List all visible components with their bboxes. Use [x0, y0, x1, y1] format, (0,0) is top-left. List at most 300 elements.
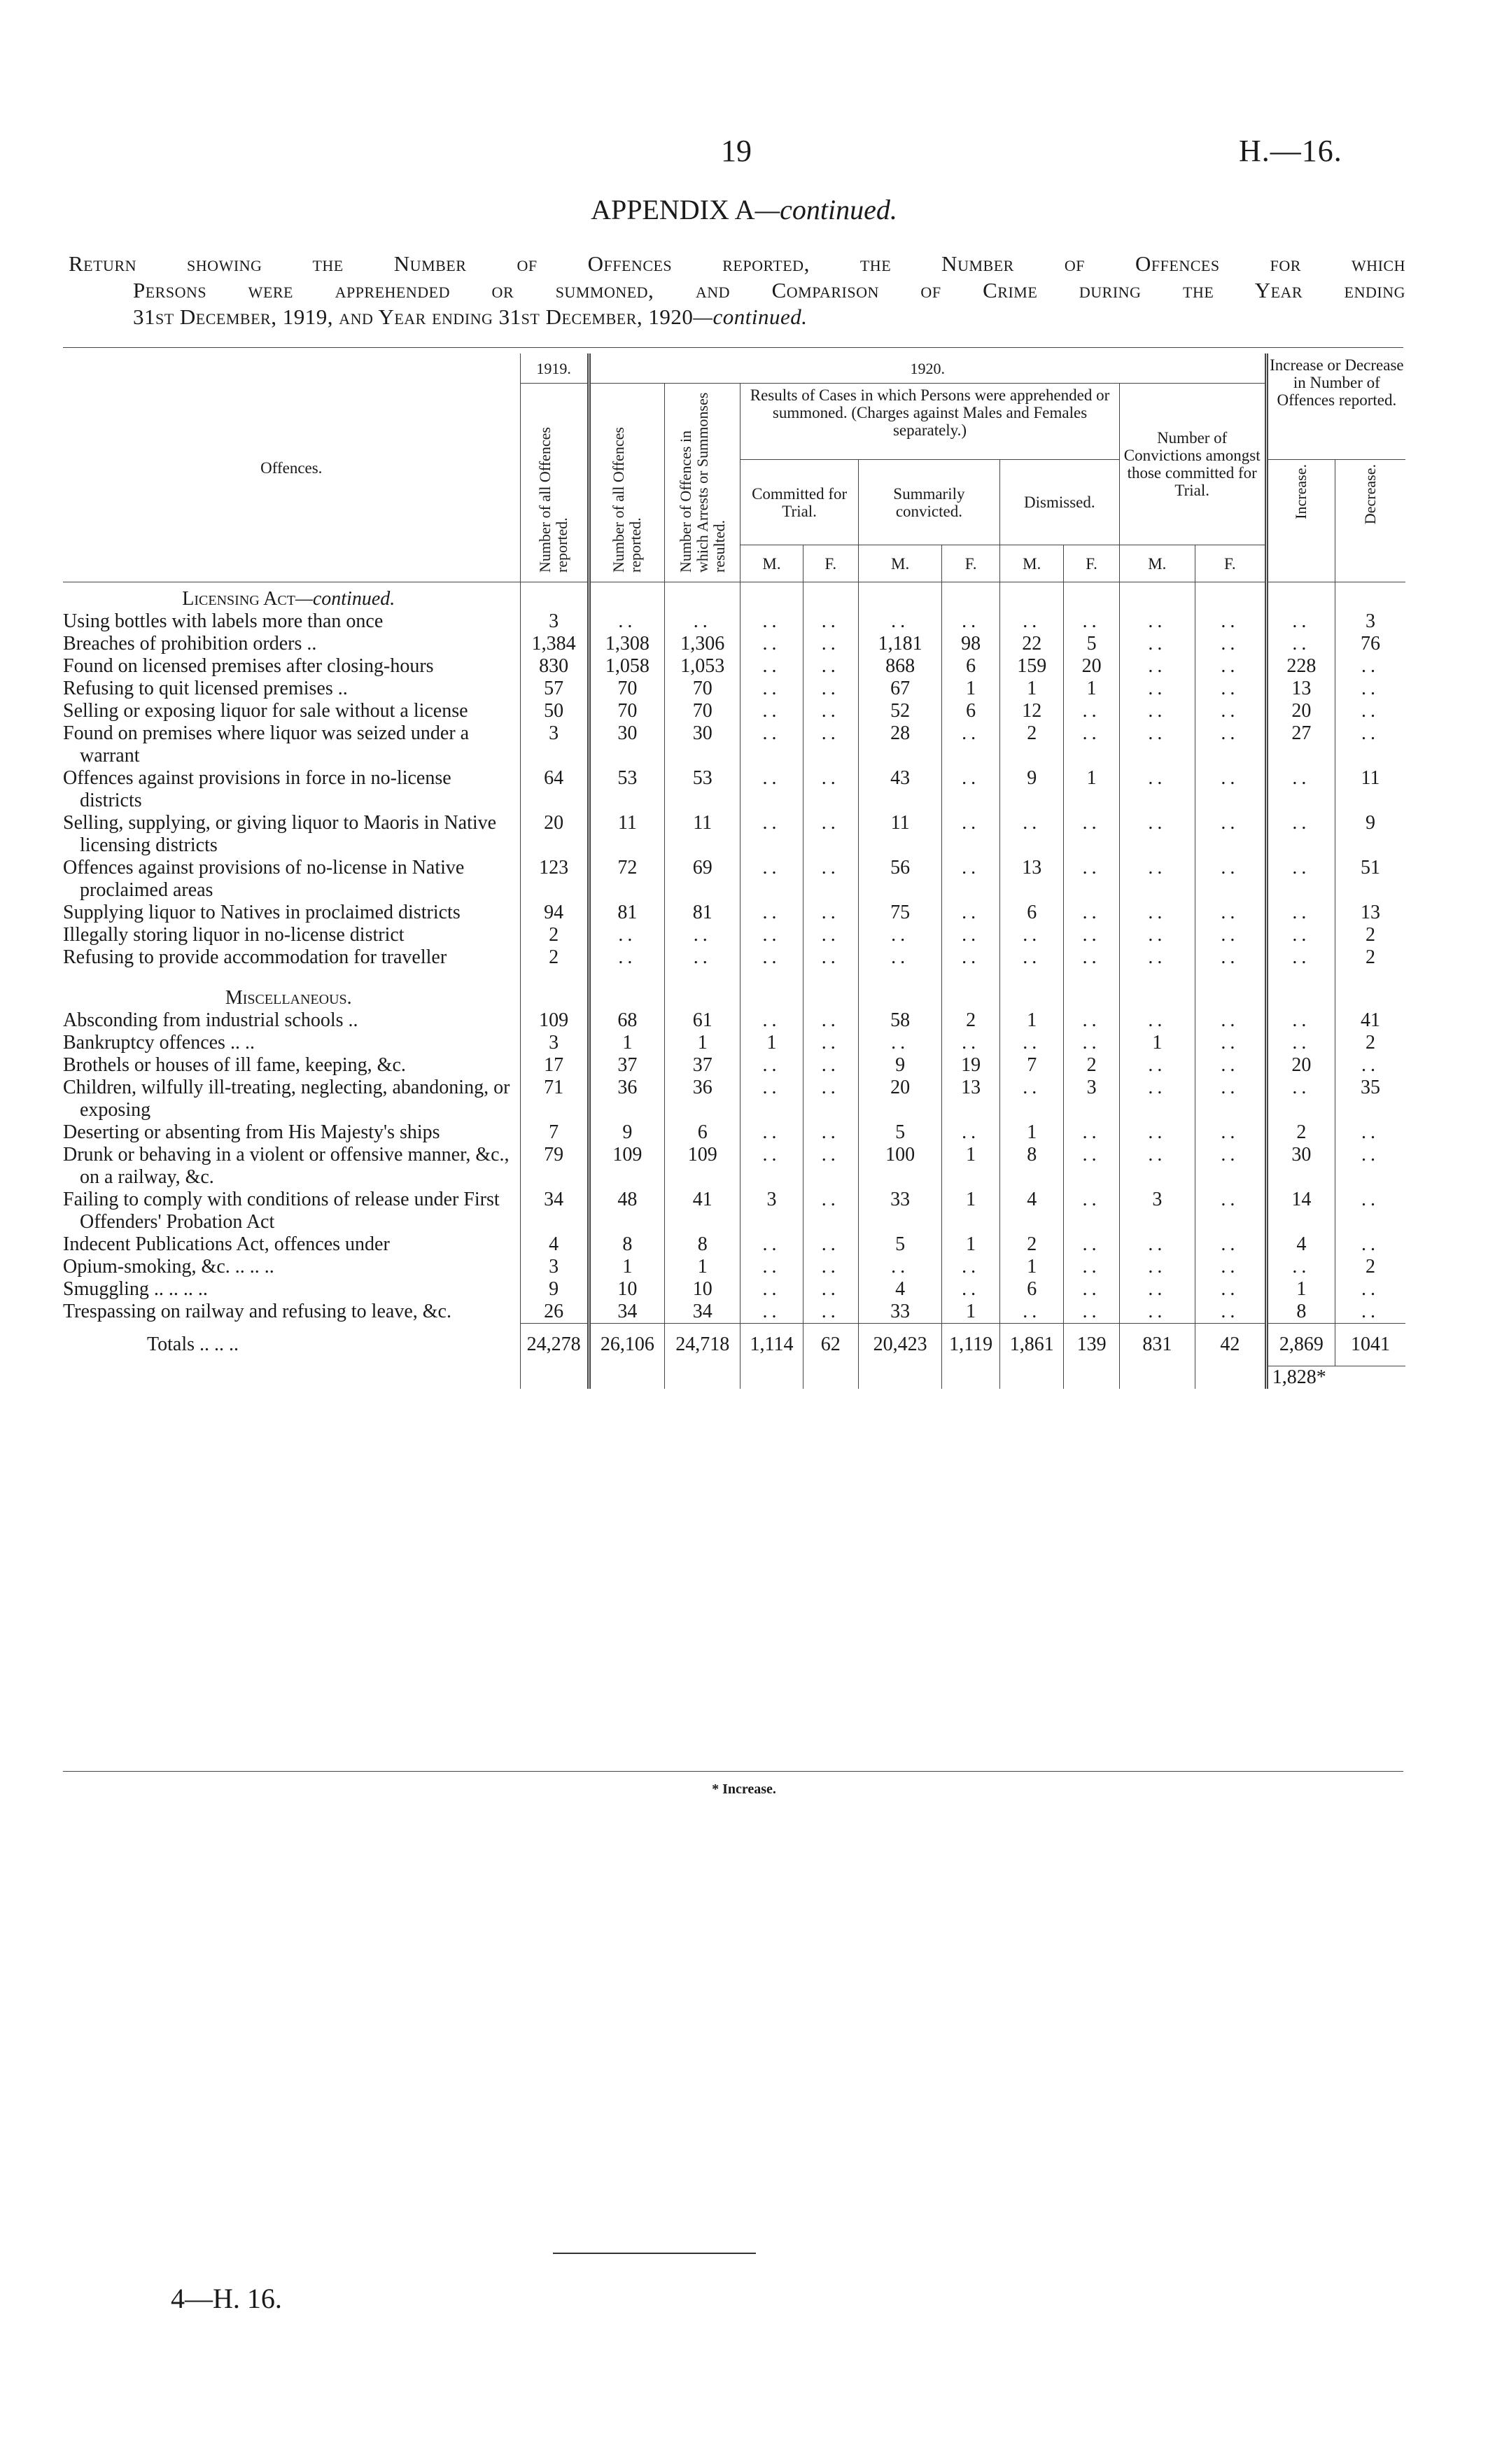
offence-name	[63, 1278, 520, 1301]
value-cell: 58	[858, 1009, 941, 1032]
title-line-2: Persons were apprehended or summoned, and Comparison of Crime during the Year ending	[133, 278, 1405, 302]
value-cell: ..	[1064, 1144, 1119, 1189]
value-cell: ..	[1195, 812, 1266, 857]
value-cell: ..	[1195, 1144, 1266, 1189]
value-cell: ..	[1064, 902, 1119, 924]
offence-text: Absconding from industrial schools ..	[63, 1009, 358, 1031]
value-cell: 51	[1335, 857, 1405, 902]
value-cell: 67	[858, 678, 941, 700]
value-cell: ..	[803, 767, 858, 812]
value-cell: ..	[1119, 767, 1195, 812]
bottom-rule	[63, 1771, 1403, 1772]
value-cell: ..	[858, 1256, 941, 1278]
offences-table	[63, 354, 1405, 1389]
value-cell: ..	[1119, 678, 1195, 700]
value-cell: 2	[942, 1009, 1000, 1032]
appendix-suffix: —continued.	[754, 194, 897, 225]
value-cell: 57	[520, 678, 589, 700]
total-cell: 2,869	[1266, 1324, 1335, 1366]
value-cell: 2	[999, 722, 1064, 767]
value-cell: 830	[520, 655, 589, 678]
total-cell: 139	[1064, 1324, 1119, 1366]
value-cell: ..	[741, 924, 803, 946]
value-cell: ..	[803, 1233, 858, 1256]
title-line-3	[69, 304, 1405, 330]
section-heading-row	[63, 969, 1405, 1009]
value-cell: 2	[1335, 1032, 1405, 1054]
arrests-header	[665, 384, 741, 582]
value-cell: 3	[520, 722, 589, 767]
value-cell: 1	[942, 678, 1000, 700]
value-cell: ..	[999, 946, 1064, 969]
offence-text: Found on premises where liquor was seized under a warrant	[63, 722, 470, 766]
table-row	[63, 1077, 1405, 1121]
blank-cell	[665, 1366, 741, 1390]
value-cell: 1	[1266, 1278, 1335, 1301]
value-cell: ..	[1119, 924, 1195, 946]
value-cell: 30	[1266, 1144, 1335, 1189]
offences-column-header: Offences.	[63, 354, 520, 582]
value-cell: ..	[1119, 1278, 1195, 1301]
value-cell: 1	[1119, 1032, 1195, 1054]
value-cell: 3	[1064, 1077, 1119, 1121]
offence-text: Deserting or absenting from His Majesty's ships	[63, 1121, 440, 1143]
offence-text: Offences against provisions in force in no-license districts	[63, 767, 451, 811]
blank-cell	[803, 969, 858, 1009]
totals-row	[63, 1324, 1405, 1366]
value-cell: 34	[665, 1301, 741, 1324]
value-cell: ..	[803, 1144, 858, 1189]
offence-name	[63, 722, 520, 767]
offence-name	[63, 678, 520, 700]
offence-name	[63, 924, 520, 946]
offence-text: Using bottles with labels more than once	[63, 610, 384, 632]
value-cell: 1,053	[665, 655, 741, 678]
reported-1919-label: Number of all Offences reported.	[536, 427, 571, 573]
value-cell: ..	[741, 1077, 803, 1121]
value-cell: 109	[589, 1144, 664, 1189]
value-cell: ..	[741, 1278, 803, 1301]
table-row	[63, 633, 1405, 655]
blank-cell	[1195, 582, 1266, 611]
table-row	[63, 1121, 1405, 1144]
value-cell: ..	[1064, 700, 1119, 722]
value-cell: 5	[858, 1121, 941, 1144]
section-heading-text: Miscellaneous.	[225, 987, 352, 1009]
value-cell: 13	[999, 857, 1064, 902]
value-cell: ..	[803, 722, 858, 767]
value-cell: ..	[1335, 655, 1405, 678]
value-cell: ..	[1195, 924, 1266, 946]
value-cell: 1	[1064, 678, 1119, 700]
value-cell: 3	[1119, 1189, 1195, 1233]
value-cell: 12	[999, 700, 1064, 722]
value-cell: 1,308	[589, 633, 664, 655]
title-line-3-text: 31st December, 1919, and Year ending 31st December, 1920	[133, 304, 694, 329]
value-cell: 1	[665, 1256, 741, 1278]
value-cell: 2	[999, 1233, 1064, 1256]
footnote: * Increase.	[712, 1782, 776, 1797]
value-cell: ..	[1195, 1189, 1266, 1233]
table-row	[63, 1009, 1405, 1032]
value-cell: ..	[1119, 655, 1195, 678]
blank-cell	[942, 582, 1000, 611]
convictions-m-header: M.	[1119, 545, 1195, 582]
increase-label: Increase.	[1292, 464, 1310, 519]
section-heading-text: Licensing Act	[182, 588, 295, 610]
blank-cell	[1266, 582, 1335, 611]
value-cell: 28	[858, 722, 941, 767]
value-cell: ..	[858, 946, 941, 969]
blank-cell	[999, 969, 1064, 1009]
value-cell: 11	[1335, 767, 1405, 812]
value-cell: 1	[589, 1032, 664, 1054]
value-cell: 13	[942, 1077, 1000, 1121]
value-cell: ..	[1195, 610, 1266, 633]
table-body	[63, 582, 1405, 1390]
value-cell: ..	[741, 946, 803, 969]
value-cell: ..	[741, 857, 803, 902]
value-cell: ..	[1119, 1009, 1195, 1032]
table-row	[63, 1054, 1405, 1077]
footer-signature: 4—H. 16.	[171, 2283, 282, 2314]
value-cell: 52	[858, 700, 941, 722]
top-rule	[63, 347, 1403, 348]
value-cell: 36	[589, 1077, 664, 1121]
value-cell: 228	[1266, 655, 1335, 678]
value-cell: 1	[942, 1301, 1000, 1324]
value-cell: ..	[665, 610, 741, 633]
section-heading-suffix: —continued.	[295, 588, 395, 610]
offence-text: Bankruptcy offences .. ..	[63, 1032, 255, 1054]
offence-name	[63, 1032, 520, 1054]
value-cell: ..	[1266, 812, 1335, 857]
value-cell: ..	[1335, 1189, 1405, 1233]
summarily-header: Summarily convicted.	[858, 460, 999, 545]
offence-name	[63, 1054, 520, 1077]
value-cell: 71	[520, 1077, 589, 1121]
value-cell: ..	[1195, 1301, 1266, 1324]
value-cell: 5	[1064, 633, 1119, 655]
value-cell: ..	[942, 857, 1000, 902]
value-cell: 37	[665, 1054, 741, 1077]
value-cell: ..	[741, 1301, 803, 1324]
table-row	[63, 857, 1405, 902]
value-cell: 2	[520, 946, 589, 969]
value-cell: ..	[1266, 610, 1335, 633]
offence-name	[63, 1144, 520, 1189]
offence-text: Illegally storing liquor in no-license district	[63, 924, 405, 946]
blank-cell	[741, 969, 803, 1009]
blank-cell	[1195, 969, 1266, 1009]
offence-text: Selling, supplying, or giving liquor to Maoris in Native licensing districts	[63, 812, 497, 856]
value-cell: ..	[1195, 946, 1266, 969]
value-cell: ..	[1195, 633, 1266, 655]
table-row	[63, 812, 1405, 857]
total-cell: 1,119	[942, 1324, 1000, 1366]
value-cell: 10	[589, 1278, 664, 1301]
value-cell: ..	[803, 857, 858, 902]
value-cell: 2	[520, 924, 589, 946]
value-cell: 4	[520, 1233, 589, 1256]
value-cell: ..	[1266, 902, 1335, 924]
offence-name	[63, 1189, 520, 1233]
value-cell: ..	[741, 1144, 803, 1189]
value-cell: ..	[1335, 1278, 1405, 1301]
value-cell: 3	[741, 1189, 803, 1233]
value-cell: ..	[1119, 946, 1195, 969]
value-cell: 2	[1335, 924, 1405, 946]
appendix-label: APPENDIX A	[591, 194, 755, 225]
value-cell: 68	[589, 1009, 664, 1032]
value-cell: ..	[1064, 1278, 1119, 1301]
value-cell: ..	[858, 1032, 941, 1054]
blank-cell	[589, 1366, 664, 1390]
value-cell: ..	[803, 812, 858, 857]
table-row	[63, 678, 1405, 700]
value-cell: 70	[665, 700, 741, 722]
value-cell: ..	[1119, 857, 1195, 902]
value-cell: 1	[999, 1256, 1064, 1278]
value-cell: 13	[1335, 902, 1405, 924]
value-cell: 30	[589, 722, 664, 767]
arrests-label: Number of Offences in which Arrests or Summonses resulted.	[676, 392, 728, 573]
value-cell: ..	[665, 946, 741, 969]
title-line-3-suffix: —continued.	[693, 304, 808, 329]
year-1919-header: 1919.	[520, 354, 589, 384]
offence-name	[63, 812, 520, 857]
value-cell: ..	[1119, 610, 1195, 633]
value-cell: ..	[665, 924, 741, 946]
value-cell: ..	[999, 1077, 1064, 1121]
value-cell: ..	[942, 924, 1000, 946]
value-cell: 70	[589, 700, 664, 722]
total-cell: 1041	[1335, 1324, 1405, 1366]
blank-cell	[1064, 969, 1119, 1009]
blank-cell	[1064, 1366, 1119, 1390]
value-cell: ..	[942, 722, 1000, 767]
value-cell: 109	[520, 1009, 589, 1032]
committed-f-header: F.	[803, 545, 858, 582]
value-cell: ..	[1064, 610, 1119, 633]
value-cell: ..	[1195, 678, 1266, 700]
value-cell: ..	[1119, 1144, 1195, 1189]
dismissed-m-header: M.	[999, 545, 1064, 582]
value-cell: 98	[942, 633, 1000, 655]
value-cell: ..	[1064, 924, 1119, 946]
value-cell: ..	[1335, 1121, 1405, 1144]
blank-cell	[520, 582, 589, 611]
value-cell: ..	[1119, 700, 1195, 722]
value-cell: 20	[1064, 655, 1119, 678]
value-cell: ..	[803, 946, 858, 969]
offence-text: Supplying liquor to Natives in proclaimed districts	[63, 902, 461, 923]
value-cell: ..	[1119, 1054, 1195, 1077]
value-cell: 109	[665, 1144, 741, 1189]
offence-text: Smuggling .. .. .. ..	[63, 1278, 208, 1300]
value-cell: 11	[665, 812, 741, 857]
value-cell: 159	[999, 655, 1064, 678]
blank-cell	[1119, 1366, 1195, 1390]
offence-text: Drunk or behaving in a violent or offensive manner, &c., on a railway, &c.	[63, 1144, 510, 1188]
value-cell: ..	[1195, 655, 1266, 678]
value-cell: 1	[1064, 767, 1119, 812]
offence-name	[63, 767, 520, 812]
convictions-header: Number of Convictions amongst those committed for Trial.	[1119, 384, 1266, 545]
reported-1919-header	[520, 384, 589, 582]
offence-name	[63, 655, 520, 678]
value-cell: ..	[1266, 1009, 1335, 1032]
value-cell: ..	[589, 924, 664, 946]
value-cell: 8	[999, 1144, 1064, 1189]
results-header: Results of Cases in which Persons were apprehended or summoned. (Charges against Males and Females separately.)	[741, 384, 1119, 460]
value-cell: 3	[520, 1256, 589, 1278]
closing-rule	[553, 2253, 756, 2254]
value-cell: 3	[520, 610, 589, 633]
value-cell: ..	[999, 1032, 1064, 1054]
value-cell: ..	[803, 633, 858, 655]
table-row	[63, 946, 1405, 969]
value-cell: 50	[520, 700, 589, 722]
offence-text: Trespassing on railway and refusing to leave, &c.	[63, 1301, 451, 1322]
blank-cell	[589, 582, 664, 611]
table-row	[63, 1032, 1405, 1054]
value-cell: ..	[1119, 1256, 1195, 1278]
value-cell: ..	[1266, 1032, 1335, 1054]
total-cell: 1,114	[741, 1324, 803, 1366]
value-cell: ..	[803, 1054, 858, 1077]
value-cell: 1	[942, 1233, 1000, 1256]
blank-cell	[999, 582, 1064, 611]
value-cell: 70	[665, 678, 741, 700]
table-row	[63, 1278, 1405, 1301]
blank-cell	[1119, 969, 1195, 1009]
value-cell: 7	[999, 1054, 1064, 1077]
value-cell: 9	[999, 767, 1064, 812]
blank-cell	[589, 969, 664, 1009]
value-cell: ..	[803, 655, 858, 678]
offence-text: Children, wilfully ill-treating, neglecting, abandoning, or exposing	[63, 1077, 510, 1121]
value-cell: 1	[999, 678, 1064, 700]
value-cell: ..	[803, 678, 858, 700]
value-cell: ..	[1064, 722, 1119, 767]
offence-text: Breaches of prohibition orders ..	[63, 633, 317, 654]
value-cell: ..	[1064, 1032, 1119, 1054]
value-cell: ..	[803, 1032, 858, 1054]
value-cell: ..	[1195, 1278, 1266, 1301]
blank-cell	[1119, 582, 1195, 611]
value-cell: ..	[1064, 1256, 1119, 1278]
increase-decrease-header: Increase or Decrease in Number of Offences reported.	[1266, 354, 1405, 460]
value-cell: 4	[999, 1189, 1064, 1233]
value-cell: 9	[1335, 812, 1405, 857]
value-cell: 56	[858, 857, 941, 902]
value-cell: ..	[1064, 1009, 1119, 1032]
total-cell: 20,423	[858, 1324, 941, 1366]
value-cell: ..	[1195, 722, 1266, 767]
value-cell: ..	[741, 633, 803, 655]
value-cell: 2	[1266, 1121, 1335, 1144]
value-cell: 6	[999, 1278, 1064, 1301]
value-cell: ..	[942, 1278, 1000, 1301]
offence-name	[63, 610, 520, 633]
value-cell: ..	[803, 1121, 858, 1144]
offence-name	[63, 946, 520, 969]
value-cell: 1,181	[858, 633, 941, 655]
value-cell: ..	[741, 610, 803, 633]
value-cell: ..	[1195, 857, 1266, 902]
value-cell: 41	[1335, 1009, 1405, 1032]
total-cell: 24,718	[665, 1324, 741, 1366]
value-cell: ..	[942, 902, 1000, 924]
value-cell: 868	[858, 655, 941, 678]
total-cell: 62	[803, 1324, 858, 1366]
table-row	[63, 1189, 1405, 1233]
value-cell: ..	[803, 902, 858, 924]
value-cell: 2	[1064, 1054, 1119, 1077]
value-cell: ..	[741, 655, 803, 678]
value-cell: ..	[1119, 722, 1195, 767]
value-cell: ..	[999, 610, 1064, 633]
value-cell: 17	[520, 1054, 589, 1077]
committed-m-header: M.	[741, 545, 803, 582]
value-cell: ..	[741, 812, 803, 857]
section-heading	[63, 582, 520, 611]
value-cell: ..	[1266, 857, 1335, 902]
value-cell: 7	[520, 1121, 589, 1144]
value-cell: 27	[1266, 722, 1335, 767]
value-cell: 1	[942, 1189, 1000, 1233]
value-cell: 1,384	[520, 633, 589, 655]
value-cell: 1	[589, 1256, 664, 1278]
value-cell: ..	[741, 767, 803, 812]
offence-text: Offences against provisions of no-license in Native proclaimed areas	[63, 857, 465, 901]
table-row	[63, 610, 1405, 633]
value-cell: 9	[858, 1054, 941, 1077]
value-cell: ..	[1064, 1121, 1119, 1144]
table-row	[63, 1256, 1405, 1278]
value-cell: 70	[589, 678, 664, 700]
value-cell: 20	[520, 812, 589, 857]
value-cell: 3	[1335, 610, 1405, 633]
value-cell: 79	[520, 1144, 589, 1189]
total-cell: 24,278	[520, 1324, 589, 1366]
value-cell: ..	[1335, 700, 1405, 722]
section-heading	[63, 969, 520, 1009]
blank-cell	[665, 582, 741, 611]
offence-text: Brothels or houses of ill fame, keeping, &c.	[63, 1054, 406, 1076]
value-cell: ..	[942, 610, 1000, 633]
value-cell: 11	[858, 812, 941, 857]
decrease-header	[1335, 460, 1405, 582]
table-row	[63, 1144, 1405, 1189]
value-cell: ..	[1064, 1233, 1119, 1256]
value-cell: ..	[803, 924, 858, 946]
value-cell: 20	[1266, 700, 1335, 722]
value-cell: ..	[1335, 1054, 1405, 1077]
value-cell: ..	[1195, 1077, 1266, 1121]
value-cell: 41	[665, 1189, 741, 1233]
value-cell: 14	[1266, 1189, 1335, 1233]
value-cell: ..	[1335, 1233, 1405, 1256]
value-cell: 94	[520, 902, 589, 924]
year-1920-header: 1920.	[589, 354, 1266, 384]
value-cell: ..	[1119, 1077, 1195, 1121]
value-cell: ..	[1064, 1301, 1119, 1324]
total-cell: 42	[1195, 1324, 1266, 1366]
appendix-heading	[0, 193, 1488, 226]
value-cell: 19	[942, 1054, 1000, 1077]
